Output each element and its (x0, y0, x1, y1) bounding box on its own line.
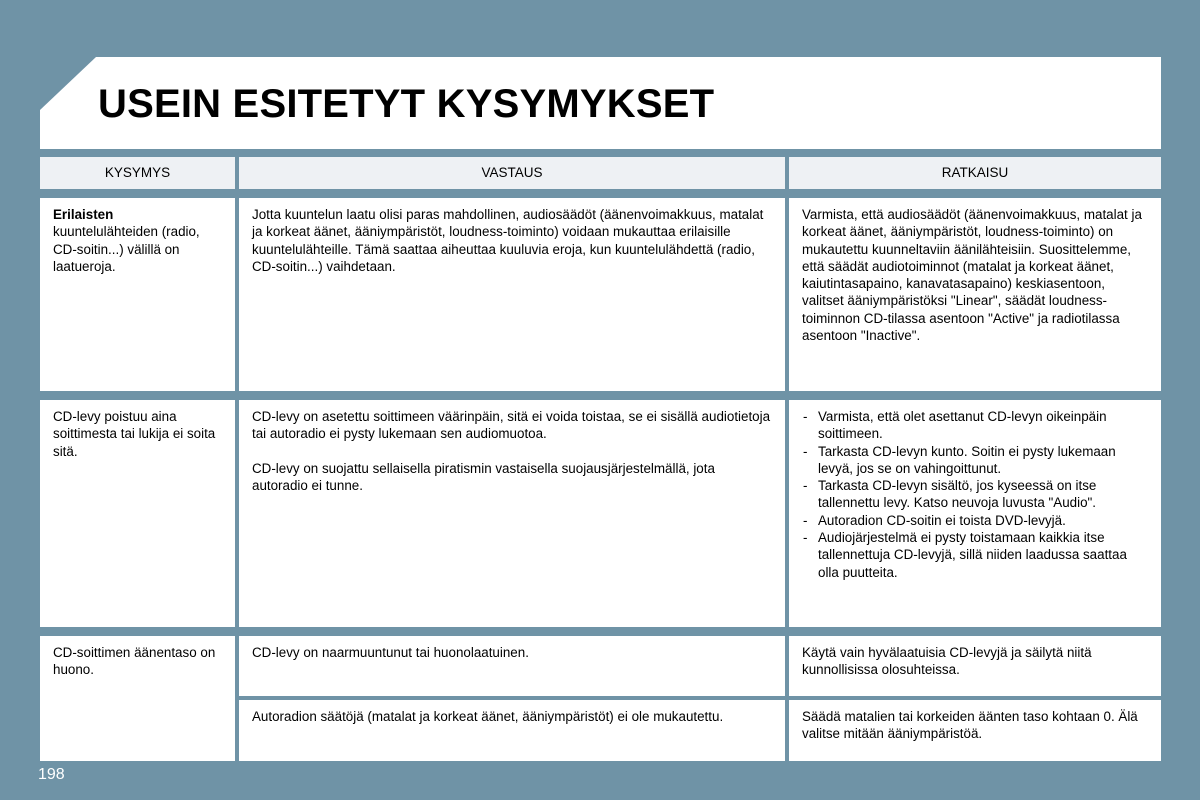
row3-answer-a: CD-levy on naarmuuntunut tai huonolaatuinen. (239, 636, 785, 696)
header-question: KYSYMYS (40, 157, 235, 189)
row2-solution-list (802, 408, 1149, 581)
row2-answer-paragraph-2: CD-levy on suojattu sellaisella piratismin vastaisella suojausjärjestelmällä, jota autoradio ei tunne. (252, 460, 715, 493)
row3-question: CD-soittimen äänentaso on huono. (40, 636, 235, 761)
row1-solution: Varmista, että audiosäädöt (äänenvoimakkuus, matalat ja korkeat äänet, ääniympäristöt, loudness-toiminto) on mukautettu kuunneltaviin äänilähteisiin. Suosittelemme, että säädät audiotoiminnot (matalat ja korkeat äänet, kaiutintasapaino, kanavatasapaino) keskiasentoon, valitset ääniympäristöksi "Linear", säädät loudness-toiminnon CD-tilassa asentoon "Active" ja radiotilassa asentoon "Inactive". (789, 198, 1161, 391)
row1-question-bold: Erilaisten (53, 207, 114, 222)
list-item: - Varmista, että olet asettanut CD-levyn oikeinpäin soittimeen. (802, 408, 1149, 443)
list-item: - Tarkasta CD-levyn sisältö, jos kyseessä on itse tallennettu levy. Katso neuvoja luvusta "Audio". (802, 477, 1149, 512)
row3-answer-b: Autoradion säätöjä (matalat ja korkeat äänet, ääniympäristöt) ei ole mukautettu. (239, 700, 785, 761)
row1-question (40, 198, 235, 391)
list-item: - Tarkasta CD-levyn kunto. Soitin ei pysty lukemaan levyä, jos se on vahingoittunut. (802, 443, 1149, 478)
row2-solution (789, 400, 1161, 627)
header-answer: VASTAUS (239, 157, 785, 189)
row3-solution-b: Säädä matalien tai korkeiden äänten taso kohtaan 0. Älä valitse mitään ääniympäristöä. (789, 700, 1161, 761)
page-title: USEIN ESITETYT KYSYMYKSET (98, 82, 715, 126)
row2-answer-paragraph-1: CD-levy on asetettu soittimeen väärinpäin, sitä ei voida toistaa, se ei sisällä audiotietoja tai autoradio ei pysty lukemaan sen audiomuotoa. (252, 409, 771, 442)
page-number: 198 (38, 766, 65, 783)
row1-question-text: kuuntelulähteiden (radio, CD-soitin...) välillä on laatueroja. (53, 224, 200, 274)
row2-answer (239, 400, 785, 627)
list-item: - Autoradion CD-soitin ei toista DVD-levyjä. (802, 512, 1149, 529)
row3-solution-a: Käytä vain hyvälaatuisia CD-levyjä ja säilytä niitä kunnollisissa olosuhteissa. (789, 636, 1161, 696)
row1-answer: Jotta kuuntelun laatu olisi paras mahdollinen, audiosäädöt (äänenvoimakkuus, matalat ja korkeat äänet, ääniympäristöt, loudness-toiminto) voidaan mukauttaa erilaisille kuuntelulähteille. Tämä saattaa aiheuttaa kuuluvia eroja, kun kuuntelulähdettä (radio, CD-soitin...) vaihdetaan. (239, 198, 785, 391)
list-item: - Audiojärjestelmä ei pysty toistamaan kaikkia itse tallennettuja CD-levyjä, sillä niiden laadussa saattaa olla puutteita. (802, 529, 1149, 581)
row2-question: CD-levy poistuu aina soittimesta tai lukija ei soita sitä. (40, 400, 235, 627)
header-solution: RATKAISU (789, 157, 1161, 189)
